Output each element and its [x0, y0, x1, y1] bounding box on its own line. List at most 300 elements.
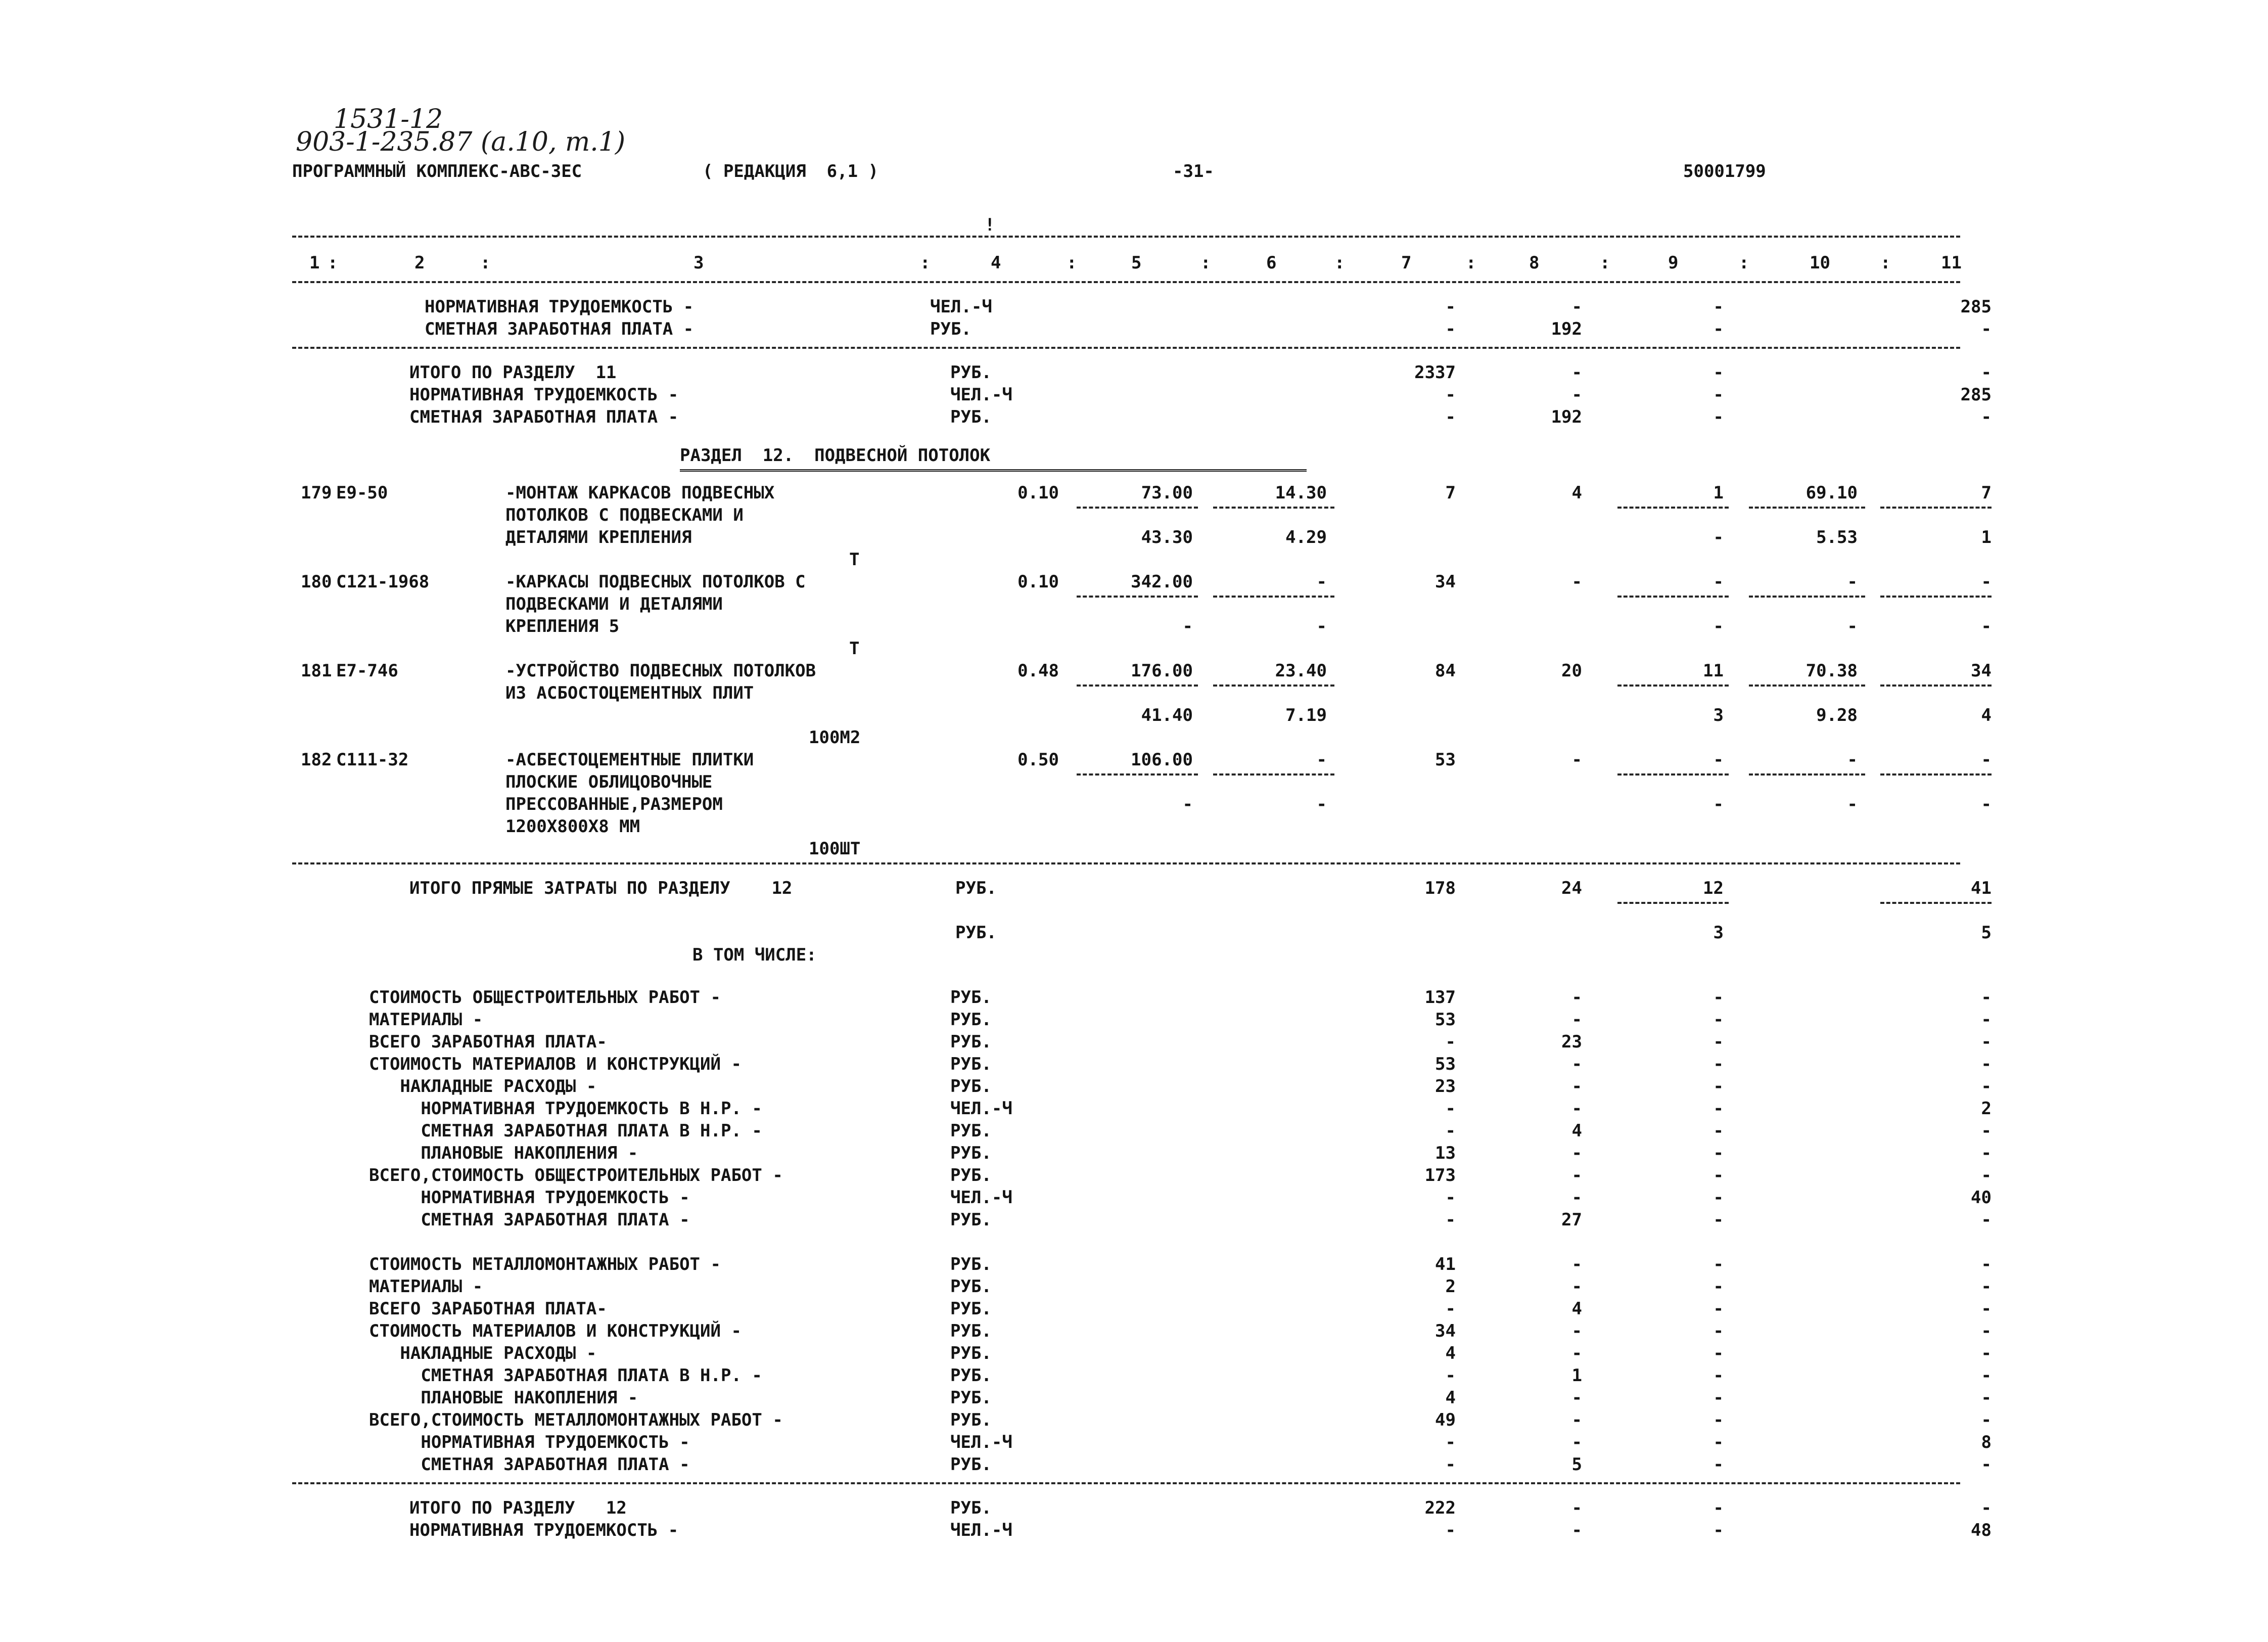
item-description-line: ДЕТАЛЯМИ КРЕПЛЕНИЯ: [505, 527, 692, 548]
direct-costs-labor: 41: [1971, 878, 1992, 898]
item-sub-machine: -: [1713, 527, 1724, 548]
general-row-label: НАКЛАДНЫЕ РАСХОДЫ -: [369, 1076, 597, 1097]
item-total-cost: 53: [1435, 750, 1456, 770]
metal-row-c7: -: [1445, 1365, 1456, 1386]
metal-row-c11: -: [1981, 1276, 1992, 1297]
general-row-c9: -: [1713, 1121, 1724, 1141]
metal-row-c8: -: [1571, 1388, 1582, 1408]
metal-row-unit: РУБ.: [950, 1321, 992, 1341]
item-code: Е7-746: [336, 661, 398, 681]
metal-row-label: МАТЕРИАЛЫ -: [369, 1276, 483, 1297]
document-code: 50001799: [1683, 161, 1766, 181]
item-labor-total: 34: [1971, 661, 1992, 681]
column-separator: :: [920, 253, 931, 273]
section-12-total-row-c7: 222: [1424, 1498, 1456, 1518]
item-labor-rate: -: [1847, 572, 1858, 592]
metal-row-c7: -: [1445, 1299, 1456, 1319]
sub-divider: [1749, 507, 1865, 509]
section-11-row-c11: 285: [1960, 385, 1992, 405]
metal-row-c11: -: [1981, 1321, 1992, 1341]
column-header-5: 5: [1131, 253, 1142, 273]
general-row-c8: -: [1571, 1143, 1582, 1163]
item-unit-cost: 176.00: [1131, 661, 1193, 681]
general-row-c8: -: [1571, 1165, 1582, 1185]
metal-row-c9: -: [1713, 1410, 1724, 1430]
sub-divider: [1077, 507, 1198, 509]
divider: [292, 1482, 1960, 1484]
item-total-wage: 20: [1561, 661, 1582, 681]
general-row-c7: 13: [1435, 1143, 1456, 1163]
item-sub-machine: 3: [1713, 705, 1724, 725]
item-total-wage: -: [1571, 750, 1582, 770]
general-row-c9: -: [1713, 987, 1724, 1008]
general-row-c7: 53: [1435, 1010, 1456, 1030]
margin-mark: !: [985, 215, 995, 235]
section-12-total-row-c11: 48: [1971, 1520, 1992, 1540]
item-labor-rate: 70.38: [1806, 661, 1858, 681]
item-sub-cost: 43.30: [1141, 527, 1193, 548]
item-description-line: ПОТОЛКОВ С ПОДВЕСКАМИ И: [505, 505, 744, 525]
carry-row-c7: -: [1445, 297, 1456, 317]
section-11-row-unit: ЧЕЛ.-Ч: [950, 385, 1012, 405]
item-number: 179: [301, 483, 332, 503]
section-12-title: РАЗДЕЛ 12. ПОДВЕСНОЙ ПОТОЛОК: [680, 445, 991, 466]
direct-costs-unit: РУБ.: [955, 878, 997, 898]
item-sub-cost: -: [1182, 794, 1193, 814]
general-row-unit: РУБ.: [950, 987, 992, 1008]
column-separator: :: [1466, 253, 1476, 273]
divider: [292, 862, 1960, 864]
general-row-c9: -: [1713, 1143, 1724, 1163]
carry-row-c8: -: [1571, 297, 1582, 317]
item-unit-measure: Т: [849, 638, 860, 659]
general-row-c7: 137: [1424, 987, 1456, 1008]
general-row-c11: -: [1981, 1121, 1992, 1141]
section-12-total-row-label: ИТОГО ПО РАЗДЕЛУ 12: [409, 1498, 627, 1518]
item-quantity: 0.10: [1017, 483, 1059, 503]
general-row-label: НОРМАТИВНАЯ ТРУДОЕМКОСТЬ -: [369, 1188, 690, 1208]
metal-row-label: ПЛАНОВЫЕ НАКОПЛЕНИЯ -: [369, 1388, 638, 1408]
section-11-row-c7: -: [1445, 407, 1456, 427]
general-row-c8: -: [1571, 1188, 1582, 1208]
metal-row-unit: РУБ.: [950, 1454, 992, 1475]
column-separator: :: [1200, 253, 1211, 273]
metal-row-c9: -: [1713, 1299, 1724, 1319]
general-row-c7: -: [1445, 1032, 1456, 1052]
general-row-c11: -: [1981, 1210, 1992, 1230]
section-12-total-row-c9: -: [1713, 1498, 1724, 1518]
metal-row-c11: -: [1981, 1410, 1992, 1430]
sub-divider: [1880, 902, 1992, 904]
handwritten-number: 1531-12: [334, 104, 443, 134]
column-separator: :: [1880, 253, 1891, 273]
metal-row-c9: -: [1713, 1365, 1724, 1386]
item-total-wage: 4: [1571, 483, 1582, 503]
item-number: 182: [301, 750, 332, 770]
metal-row-label: НАКЛАДНЫЕ РАСХОДЫ -: [369, 1343, 597, 1363]
divider: [292, 347, 1960, 349]
general-row-c8: -: [1571, 1076, 1582, 1097]
general-row-c11: -: [1981, 987, 1992, 1008]
carry-row-label: СМЕТНАЯ ЗАРАБОТНАЯ ПЛАТА -: [425, 319, 694, 339]
general-row-c11: 40: [1971, 1188, 1992, 1208]
metal-row-c11: -: [1981, 1343, 1992, 1363]
general-row-c11: -: [1981, 1076, 1992, 1097]
item-unit-wage: 23.40: [1275, 661, 1327, 681]
direct-costs-machine: 12: [1703, 878, 1724, 898]
item-description-line: -АСБЕСТОЦЕМЕНТНЫЕ ПЛИТКИ: [505, 750, 754, 770]
sub-divider: [1749, 773, 1865, 776]
sub-divider: [1213, 507, 1334, 509]
metal-row-c11: -: [1981, 1365, 1992, 1386]
column-separator: :: [1067, 253, 1077, 273]
general-row-unit: РУБ.: [950, 1121, 992, 1141]
item-description-line: КРЕПЛЕНИЯ 5: [505, 616, 620, 636]
general-row-unit: РУБ.: [950, 1076, 992, 1097]
section-11-row-c8: 192: [1551, 407, 1582, 427]
section-12-total-row-c7: -: [1445, 1520, 1456, 1540]
item-unit-wage: -: [1316, 750, 1327, 770]
direct-costs-labor-sub: 5: [1981, 923, 1992, 943]
item-machine-cost: 11: [1703, 661, 1724, 681]
item-sub-labor: 4: [1981, 705, 1992, 725]
sub-divider: [1880, 685, 1992, 687]
metal-row-c7: 4: [1445, 1343, 1456, 1363]
sub-divider: [1880, 773, 1992, 776]
item-labor-rate: -: [1847, 750, 1858, 770]
metal-row-c9: -: [1713, 1321, 1724, 1341]
item-description-line: -УСТРОЙСТВО ПОДВЕСНЫХ ПОТОЛКОВ: [505, 661, 816, 681]
carry-row-c7: -: [1445, 319, 1456, 339]
column-header-2: 2: [414, 253, 425, 273]
item-sub-labor: -: [1981, 616, 1992, 636]
section-12-total-row-c8: -: [1571, 1498, 1582, 1518]
item-sub-rate: 5.53: [1816, 527, 1858, 548]
item-description-line: ИЗ АСБОСТОЦЕМЕНТНЫХ ПЛИТ: [505, 683, 754, 703]
section-12-total-row-unit: ЧЕЛ.-Ч: [950, 1520, 1012, 1540]
general-row-c7: -: [1445, 1121, 1456, 1141]
metal-row-c11: 8: [1981, 1432, 1992, 1452]
general-row-c9: -: [1713, 1188, 1724, 1208]
metal-row-label: НОРМАТИВНАЯ ТРУДОЕМКОСТЬ -: [369, 1432, 690, 1452]
edition: ( РЕДАКЦИЯ 6,1 ): [703, 161, 878, 181]
metal-row-c8: -: [1571, 1432, 1582, 1452]
general-row-c9: -: [1713, 1099, 1724, 1119]
column-header-6: 6: [1266, 253, 1277, 273]
item-code: С111-32: [336, 750, 409, 770]
metal-row-unit: РУБ.: [950, 1410, 992, 1430]
carry-row-c8: 192: [1551, 319, 1582, 339]
section-11-row-c11: -: [1981, 362, 1992, 383]
item-sub-wage: -: [1316, 794, 1327, 814]
general-row-c9: -: [1713, 1210, 1724, 1230]
section-12-total-row-c11: -: [1981, 1498, 1992, 1518]
sub-divider: [1617, 685, 1729, 687]
item-sub-cost: 41.40: [1141, 705, 1193, 725]
program-name: ПРОГРАММНЫЙ КОМПЛЕКС-АВС-3ЕС: [292, 161, 582, 181]
sub-divider: [1617, 902, 1729, 904]
metal-row-c9: -: [1713, 1432, 1724, 1452]
sub-divider: [1213, 596, 1334, 598]
metal-row-unit: ЧЕЛ.-Ч: [950, 1432, 1012, 1452]
metal-row-unit: РУБ.: [950, 1276, 992, 1297]
item-description-line: ПОДВЕСКАМИ И ДЕТАЛЯМИ: [505, 594, 723, 614]
item-labor-total: 7: [1981, 483, 1992, 503]
section-11-row-c7: 2337: [1414, 362, 1456, 383]
general-row-c8: 27: [1561, 1210, 1582, 1230]
sub-divider: [1077, 685, 1198, 687]
column-separator: :: [1334, 253, 1345, 273]
sub-divider: [1880, 596, 1992, 598]
item-number: 180: [301, 572, 332, 592]
item-sub-rate: -: [1847, 616, 1858, 636]
metal-row-c7: 34: [1435, 1321, 1456, 1341]
carry-row-label: НОРМАТИВНАЯ ТРУДОЕМКОСТЬ -: [425, 297, 694, 317]
general-row-label: ВСЕГО ЗАРАБОТНАЯ ПЛАТА-: [369, 1032, 607, 1052]
sub-divider: [1617, 507, 1729, 509]
general-row-c8: -: [1571, 987, 1582, 1008]
item-machine-cost: -: [1713, 750, 1724, 770]
metal-row-c11: -: [1981, 1254, 1992, 1274]
general-row-unit: РУБ.: [950, 1054, 992, 1074]
section-12-total-row-unit: РУБ.: [950, 1498, 992, 1518]
general-row-c8: 4: [1571, 1121, 1582, 1141]
general-row-c9: -: [1713, 1032, 1724, 1052]
carry-row-c11: 285: [1960, 297, 1992, 317]
carry-row-unit: РУБ.: [930, 319, 971, 339]
general-row-unit: РУБ.: [950, 1143, 992, 1163]
metal-row-c7: 4: [1445, 1388, 1456, 1408]
metal-row-label: СТОИМОСТЬ МЕТАЛЛОМОНТАЖНЫХ РАБОТ -: [369, 1254, 721, 1274]
section-11-row-c9: -: [1713, 362, 1724, 383]
column-separator: :: [1739, 253, 1749, 273]
general-row-unit: РУБ.: [950, 1165, 992, 1185]
column-header-1: 1: [309, 253, 320, 273]
metal-row-unit: РУБ.: [950, 1254, 992, 1274]
item-total-cost: 84: [1435, 661, 1456, 681]
item-unit-measure: 100ШТ: [809, 839, 861, 859]
metal-row-c9: -: [1713, 1343, 1724, 1363]
column-header-4: 4: [991, 253, 1001, 273]
column-separator: :: [480, 253, 491, 273]
item-unit-wage: -: [1316, 572, 1327, 592]
direct-costs-wage: 24: [1561, 878, 1582, 898]
section-11-row-label: ИТОГО ПО РАЗДЕЛУ 11: [409, 362, 617, 383]
column-separator: :: [328, 253, 338, 273]
direct-costs-total: 178: [1424, 878, 1456, 898]
section-title-underline: [680, 469, 1307, 472]
metal-row-c9: -: [1713, 1454, 1724, 1475]
item-sub-rate: 9.28: [1816, 705, 1858, 725]
item-total-wage: -: [1571, 572, 1582, 592]
item-total-cost: 34: [1435, 572, 1456, 592]
carry-row-c9: -: [1713, 319, 1724, 339]
carry-row-c11: -: [1981, 319, 1992, 339]
column-header-7: 7: [1401, 253, 1412, 273]
general-row-c9: -: [1713, 1076, 1724, 1097]
sub-divider: [1077, 596, 1198, 598]
item-unit-cost: 73.00: [1141, 483, 1193, 503]
general-row-unit: ЧЕЛ.-Ч: [950, 1099, 1012, 1119]
metal-row-label: СМЕТНАЯ ЗАРАБОТНАЯ ПЛАТА -: [369, 1454, 690, 1475]
column-header-11: 11: [1941, 253, 1962, 273]
metal-row-c8: 5: [1571, 1454, 1582, 1475]
metal-row-c8: -: [1571, 1276, 1582, 1297]
section-11-row-c11: -: [1981, 407, 1992, 427]
item-sub-machine: -: [1713, 616, 1724, 636]
general-row-label: МАТЕРИАЛЫ -: [369, 1010, 483, 1030]
metal-row-c8: -: [1571, 1254, 1582, 1274]
item-machine-cost: 1: [1713, 483, 1724, 503]
general-row-c11: -: [1981, 1032, 1992, 1052]
column-header-8: 8: [1529, 253, 1540, 273]
item-unit-cost: 342.00: [1131, 572, 1193, 592]
section-12-total-row-label: НОРМАТИВНАЯ ТРУДОЕМКОСТЬ -: [409, 1520, 679, 1540]
item-sub-labor: -: [1981, 794, 1992, 814]
general-row-label: СТОИМОСТЬ МАТЕРИАЛОВ И КОНСТРУКЦИЙ -: [369, 1054, 742, 1074]
general-row-c11: -: [1981, 1010, 1992, 1030]
direct-costs-label: ИТОГО ПРЯМЫЕ ЗАТРАТЫ ПО РАЗДЕЛУ 12: [409, 878, 793, 898]
direct-costs-machine-sub: 3: [1713, 923, 1724, 943]
item-sub-machine: -: [1713, 794, 1724, 814]
metal-row-c7: -: [1445, 1432, 1456, 1452]
item-sub-wage: 4.29: [1285, 527, 1327, 548]
sub-divider: [1213, 685, 1334, 687]
section-11-row-label: СМЕТНАЯ ЗАРАБОТНАЯ ПЛАТА -: [409, 407, 679, 427]
sub-divider: [1617, 596, 1729, 598]
general-row-label: СМЕТНАЯ ЗАРАБОТНАЯ ПЛАТА -: [369, 1210, 690, 1230]
item-total-cost: 7: [1445, 483, 1456, 503]
general-row-c9: -: [1713, 1010, 1724, 1030]
section-11-row-unit: РУБ.: [950, 362, 992, 383]
item-labor-rate: 69.10: [1806, 483, 1858, 503]
metal-row-c11: -: [1981, 1299, 1992, 1319]
general-row-unit: ЧЕЛ.-Ч: [950, 1188, 1012, 1208]
metal-row-c7: 41: [1435, 1254, 1456, 1274]
section-11-row-label: НОРМАТИВНАЯ ТРУДОЕМКОСТЬ -: [409, 385, 679, 405]
carry-row-unit: ЧЕЛ.-Ч: [930, 297, 992, 317]
general-row-c8: -: [1571, 1054, 1582, 1074]
general-row-label: СМЕТНАЯ ЗАРАБОТНАЯ ПЛАТА В Н.Р. -: [369, 1121, 762, 1141]
item-unit-wage: 14.30: [1275, 483, 1327, 503]
general-row-c8: 23: [1561, 1032, 1582, 1052]
general-row-unit: РУБ.: [950, 1210, 992, 1230]
item-unit-measure: 100М2: [809, 727, 861, 748]
general-row-c7: 53: [1435, 1054, 1456, 1074]
metal-row-c9: -: [1713, 1388, 1724, 1408]
sub-divider: [1880, 507, 1992, 509]
item-sub-rate: -: [1847, 794, 1858, 814]
metal-row-c7: 2: [1445, 1276, 1456, 1297]
section-11-row-c7: -: [1445, 385, 1456, 405]
column-separator: :: [1600, 253, 1610, 273]
item-labor-total: -: [1981, 750, 1992, 770]
general-row-label: НОРМАТИВНАЯ ТРУДОЕМКОСТЬ В Н.Р. -: [369, 1099, 762, 1119]
metal-row-c8: -: [1571, 1343, 1582, 1363]
general-row-unit: РУБ.: [950, 1010, 992, 1030]
sub-divider: [1077, 773, 1198, 776]
metal-row-c8: 1: [1571, 1365, 1582, 1386]
metal-row-c8: 4: [1571, 1299, 1582, 1319]
general-row-c8: -: [1571, 1099, 1582, 1119]
column-header-10: 10: [1810, 253, 1830, 273]
general-row-c9: -: [1713, 1054, 1724, 1074]
general-row-c11: -: [1981, 1165, 1992, 1185]
metal-row-label: СМЕТНАЯ ЗАРАБОТНАЯ ПЛАТА В Н.Р. -: [369, 1365, 762, 1386]
handwritten-reference: 903-1-235.87 (a.10, т.1): [296, 127, 626, 157]
section-11-row-c9: -: [1713, 385, 1724, 405]
general-row-label: ПЛАНОВЫЕ НАКОПЛЕНИЯ -: [369, 1143, 638, 1163]
general-row-c7: -: [1445, 1099, 1456, 1119]
item-sub-cost: -: [1182, 616, 1193, 636]
carry-row-c9: -: [1713, 297, 1724, 317]
metal-row-unit: РУБ.: [950, 1365, 992, 1386]
column-header-3: 3: [693, 253, 704, 273]
general-row-unit: РУБ.: [950, 1032, 992, 1052]
item-machine-cost: -: [1713, 572, 1724, 592]
metal-row-c7: 49: [1435, 1410, 1456, 1430]
general-row-c7: -: [1445, 1188, 1456, 1208]
sub-divider: [1749, 685, 1865, 687]
general-row-c9: -: [1713, 1165, 1724, 1185]
sub-divider: [1749, 596, 1865, 598]
metal-row-unit: РУБ.: [950, 1388, 992, 1408]
metal-row-label: ВСЕГО ЗАРАБОТНАЯ ПЛАТА-: [369, 1299, 607, 1319]
sub-divider: [1617, 773, 1729, 776]
general-row-c7: 23: [1435, 1076, 1456, 1097]
sub-divider: [1213, 773, 1334, 776]
general-row-c8: -: [1571, 1010, 1582, 1030]
metal-row-label: ВСЕГО,СТОИМОСТЬ МЕТАЛЛОМОНТАЖНЫХ РАБОТ -: [369, 1410, 783, 1430]
item-number: 181: [301, 661, 332, 681]
header-rule-bottom: [292, 281, 1960, 283]
item-description-line: ПЛОСКИЕ ОБЛИЦОВОЧНЫЕ: [505, 772, 713, 792]
metal-row-c11: -: [1981, 1388, 1992, 1408]
item-unit-cost: 106.00: [1131, 750, 1193, 770]
item-description-line: ПРЕССОВАННЫЕ,РАЗМЕРОМ: [505, 794, 723, 814]
including-label: В ТОМ ЧИСЛЕ:: [692, 945, 817, 965]
item-quantity: 0.50: [1017, 750, 1059, 770]
metal-row-unit: РУБ.: [950, 1343, 992, 1363]
section-11-row-c9: -: [1713, 407, 1724, 427]
header-rule-top: [292, 236, 1960, 238]
section-12-total-row-c9: -: [1713, 1520, 1724, 1540]
item-labor-total: -: [1981, 572, 1992, 592]
item-description-line: -МОНТАЖ КАРКАСОВ ПОДВЕСНЫХ: [505, 483, 775, 503]
section-12-total-row-c8: -: [1571, 1520, 1582, 1540]
direct-costs-unit-2: РУБ.: [955, 923, 997, 943]
item-sub-wage: -: [1316, 616, 1327, 636]
general-row-c7: 173: [1424, 1165, 1456, 1185]
column-header-9: 9: [1668, 253, 1679, 273]
item-quantity: 0.48: [1017, 661, 1059, 681]
item-unit-measure: Т: [849, 550, 860, 570]
item-quantity: 0.10: [1017, 572, 1059, 592]
general-row-c11: 2: [1981, 1099, 1992, 1119]
item-sub-wage: 7.19: [1285, 705, 1327, 725]
metal-row-label: СТОИМОСТЬ МАТЕРИАЛОВ И КОНСТРУКЦИЙ -: [369, 1321, 742, 1341]
metal-row-c7: -: [1445, 1454, 1456, 1475]
general-row-c7: -: [1445, 1210, 1456, 1230]
section-11-row-c8: -: [1571, 362, 1582, 383]
metal-row-c9: -: [1713, 1276, 1724, 1297]
item-sub-labor: 1: [1981, 527, 1992, 548]
general-row-label: ВСЕГО,СТОИМОСТЬ ОБЩЕСТРОИТЕЛЬНЫХ РАБОТ -: [369, 1165, 783, 1185]
metal-row-unit: РУБ.: [950, 1299, 992, 1319]
section-11-row-unit: РУБ.: [950, 407, 992, 427]
item-code: С121-1968: [336, 572, 430, 592]
item-description-line: 1200Х800Х8 ММ: [505, 816, 640, 837]
